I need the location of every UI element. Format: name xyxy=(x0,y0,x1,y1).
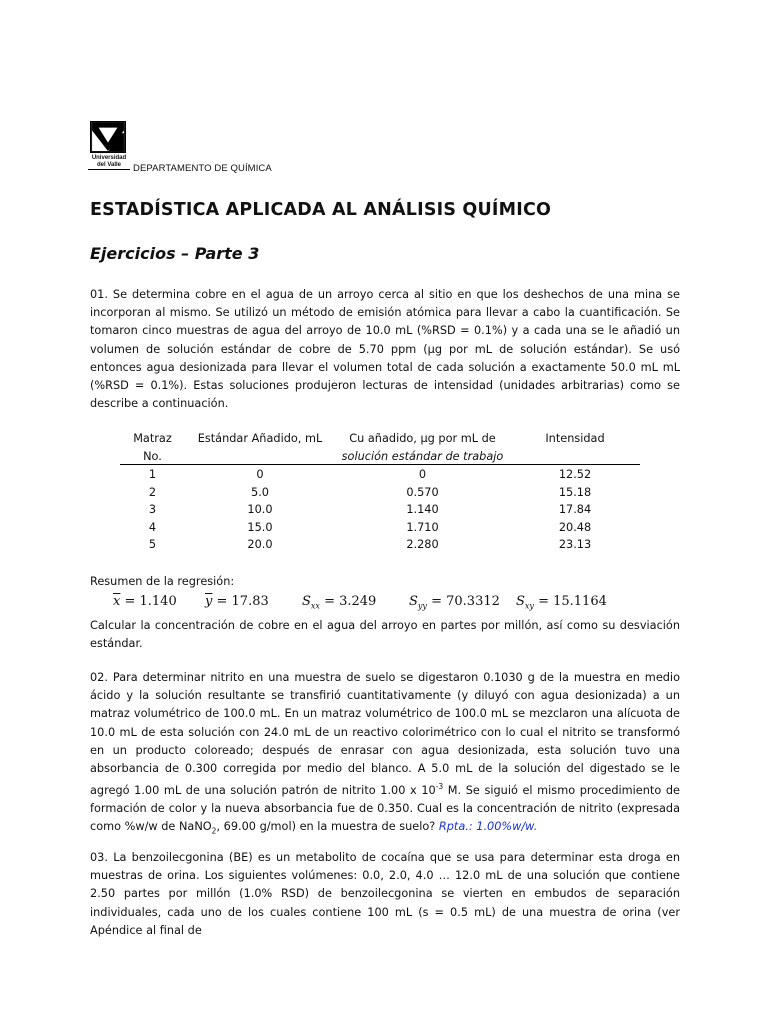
header-flask-line1: Matraz xyxy=(133,432,172,445)
table-body xyxy=(120,466,640,554)
cell-cu: 0.570 xyxy=(406,485,439,499)
stat-sxy-value: = 15.1164 xyxy=(538,594,607,609)
cell-cu: 1.140 xyxy=(406,503,439,517)
exercise-1-question: Calcular la concentración de cobre en el agua del arroyo en partes por millón, así como su desviación estándar. xyxy=(90,619,680,651)
stat-syy xyxy=(409,594,500,611)
table-rule xyxy=(120,464,640,465)
cell-flask: 5 xyxy=(148,538,157,552)
stat-ybar xyxy=(205,594,269,609)
table-row xyxy=(120,519,640,537)
logo-line1: Universidad xyxy=(91,155,127,161)
logo-line2: del Valle xyxy=(88,162,130,170)
cell-standard: 10.0 xyxy=(247,503,273,517)
stat-sxx xyxy=(302,594,376,611)
cell-standard: 0 xyxy=(256,468,264,481)
header-intensity: Intensidad xyxy=(545,432,605,445)
regression-stats xyxy=(113,592,633,614)
exercise-2-text xyxy=(90,669,680,841)
cell-flask: 3 xyxy=(148,503,157,517)
exercise-2-answer: Rpta.: 1.00%w/w. xyxy=(438,820,538,834)
cell-cu: 2.280 xyxy=(406,538,439,552)
cell-intensity: 20.48 xyxy=(558,520,592,534)
table-row xyxy=(120,536,640,554)
university-logo-icon xyxy=(90,121,126,153)
table-row xyxy=(120,484,640,502)
stat-syy-symbol: S xyxy=(409,594,418,609)
cell-standard: 5.0 xyxy=(251,485,269,499)
stat-sxx-sub: xx xyxy=(310,601,320,611)
exercise-2-text-c: , 69.00 g/mol) en la muestra de suelo? xyxy=(216,820,439,834)
exercise-2-text-b: M. Se siguió el mismo procedimiento de formación de color y la nueva absorbancia fue de 0.350. Cual es la concentración de nitrito (expresada como %w/w de NaNO xyxy=(90,783,680,834)
stat-sxx-symbol: S xyxy=(302,594,311,609)
cell-intensity: 12.52 xyxy=(558,468,592,481)
cell-standard: 15.0 xyxy=(247,520,273,534)
header-flask-line2: No. xyxy=(143,449,162,463)
regression-label: Resumen de la regresión: xyxy=(90,575,235,588)
stat-syy-sub: yy xyxy=(417,601,427,611)
table-row xyxy=(120,466,640,484)
document-title: ESTADÍSTICA APLICADA AL ANÁLISIS QUÍMICO xyxy=(90,200,552,220)
header-standard: Estándar Añadido, mL xyxy=(197,432,323,445)
university-logo xyxy=(90,121,128,171)
cell-flask: 4 xyxy=(148,520,157,534)
document-subtitle: Ejercicios – Parte 3 xyxy=(90,244,260,263)
cell-cu: 0 xyxy=(418,468,427,481)
stat-xbar-value: = 1.140 xyxy=(124,594,177,609)
stat-ybar-value: = 17.83 xyxy=(216,594,269,609)
table-header xyxy=(120,430,640,466)
stat-sxy xyxy=(516,594,607,611)
stat-sxy-symbol: S xyxy=(516,594,525,609)
stat-syy-value: = 70.3312 xyxy=(431,594,500,609)
cell-cu: 1.710 xyxy=(406,520,439,534)
exercise-2-exponent: -3 xyxy=(435,782,444,792)
stat-ybar-symbol: $\overline{y}$ xyxy=(205,594,213,609)
cell-intensity: 23.13 xyxy=(558,538,592,552)
header-cu-line2: solución estándar de trabajo xyxy=(341,449,504,463)
stat-xbar xyxy=(113,594,177,609)
cell-standard: 20.0 xyxy=(247,538,273,552)
header-cu-line1: Cu añadido, µg por mL de xyxy=(349,432,496,445)
exercise-2-text-a: 02. Para determinar nitrito en una muestra de suelo se digestaron 0.1030 g de la muestra en medio ácido y la solución resultante se transfirió cuantitativamente (y diluyó con agua desionizada) a un matraz volumétrico de 100.0 mL. En un matraz volumétrico de 100.0 mL se mezclaron una alícuota de 10.0 mL de esta solución con 24.0 mL de un reactivo colorimétrico con lo cual el nitrito se transformó en un producto coloreado; después de enrasar con agua desionizada, esta solución tuvo una absorbancia de 0.300 corregida por medio del blanco. A 5.0 mL de la solución del digestado se le agregó 1.00 mL de una solución patrón de nitrito 1.00 x 10 xyxy=(90,671,680,797)
department-name: DEPARTAMENTO DE QUÍMICA xyxy=(133,163,272,174)
stat-xbar-symbol: $\overline{x}$ xyxy=(113,594,121,609)
cell-flask: 1 xyxy=(148,468,157,481)
exercise-3-text: 03. La benzoilecgonina (BE) es un metabolito de cocaína que se usa para determinar esta droga en muestras de orina. Los siguientes volúmenes: 0.0, 2.0, 4.0 … 12.0 mL de una solución que contiene 2.50 partes por millón (1.0% RSD) de benzoilecgonina se vierten en embudos de separación individuales, cada uno de los cuales contiene 100 mL (s = 0.5 mL) de una muestra de orina (ver Apéndice al final de xyxy=(90,851,680,937)
table-row xyxy=(120,501,640,519)
header-cu xyxy=(335,430,510,466)
cell-flask: 2 xyxy=(148,485,157,499)
exercise-1-text: 01. Se determina cobre en el agua de un arroyo cerca al sitio en que los deshechos de una mina se incorporan al mismo. Se utilizó un método de emisión atómica para llevar a cabo la cuantificación. Se tomaron cinco muestras de agua del arroyo de 10.0 mL (%RSD = 0.1%) y a cada una se le añadió un volumen de solución estándar de cobre de 5.70 ppm (µg por mL de solución estándar). Se usó entonces agua desionizada para llevar el volumen total de cada solución a exactamente 50.0 mL mL (%RSD = 0.1%). Estas soluciones produjeron lecturas de intensidad (unidades arbitrarias) como se describe a continuación. xyxy=(90,288,680,411)
cell-intensity: 17.84 xyxy=(558,503,592,517)
cell-intensity: 15.18 xyxy=(558,485,592,499)
exercise-2-subscript: 2 xyxy=(211,826,217,836)
logo-caption xyxy=(88,155,130,170)
header-flask xyxy=(120,430,185,466)
stat-sxx-value: = 3.249 xyxy=(324,594,377,609)
stat-sxy-sub: xy xyxy=(524,601,534,611)
